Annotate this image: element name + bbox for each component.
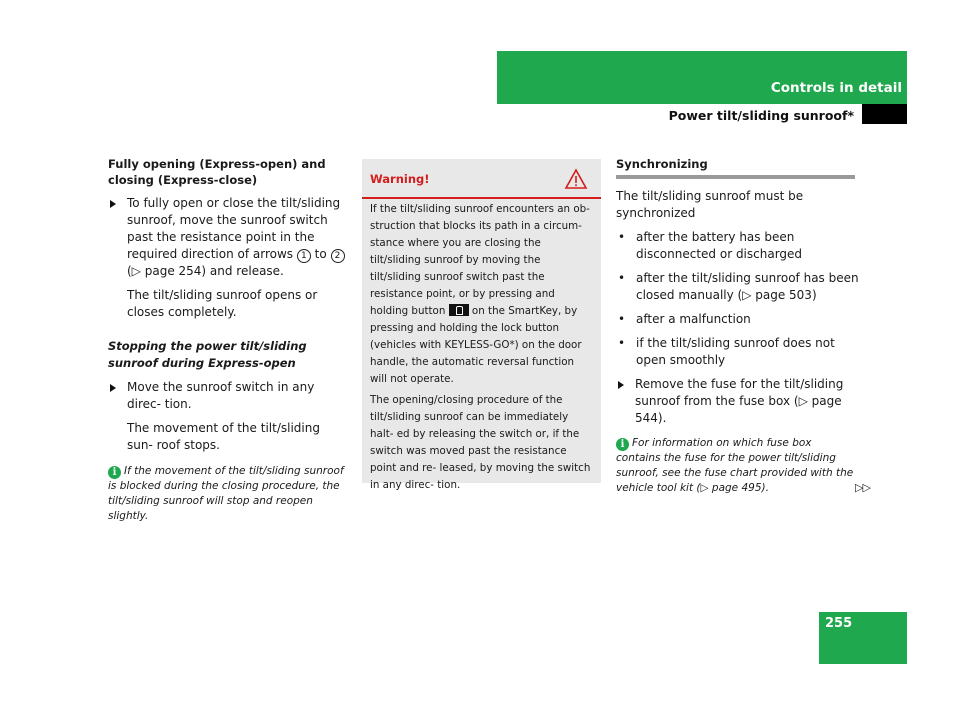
step-express-open	[108, 195, 348, 280]
step-page-ref: (▷ page 254) and release.	[127, 264, 284, 278]
info-icon: i	[616, 438, 629, 451]
subsection-title: Power tilt/sliding sunroof*	[668, 108, 854, 123]
lock-button-icon	[449, 304, 469, 316]
warning-text-cont: on the SmartKey, by pressing and holding the lock button (vehicles with KEYLESS-GO*) on the door handle, the automatic reversal function will not operate.	[370, 305, 582, 385]
warning-text: If the tilt/sliding sunroof encounters an ob- struction that blocks its path in a circum- stance where you are closing the tilt/sliding sunroof by moving the tilt/sliding sunroof switch past the resistance point, or by pressing and holding button	[370, 203, 590, 317]
section-title: Controls in detail	[770, 80, 902, 96]
heading-express-open: Fully opening (Express-open) and closing (Express-close)	[108, 157, 326, 187]
column-right	[616, 156, 861, 496]
column-left	[108, 156, 348, 524]
result-stopping: The movement of the tilt/sliding sun- roof stops.	[127, 421, 320, 452]
header-bar	[497, 51, 907, 104]
bullet-item: • after the battery has been disconnected or discharged	[616, 229, 861, 263]
info-note-text: If the movement of the tilt/sliding sunroof is blocked during the closing procedure, the tilt/sliding sunroof will stop and reopen slightly.	[108, 465, 344, 522]
heading-rule	[616, 175, 855, 179]
warning-box	[362, 159, 601, 491]
arrow-2-icon: 2	[331, 249, 345, 263]
bullet-item: • after a malfunction	[616, 311, 861, 328]
subsection-marker	[862, 104, 907, 124]
warning-para-1	[370, 201, 594, 388]
info-icon: i	[108, 466, 121, 479]
info-note-left	[108, 464, 348, 524]
heading-synchronizing: Synchronizing	[616, 157, 708, 171]
info-note-text: For information on which fuse box contains the fuse for the power tilt/sliding sunroof, see the fuse chart provided with the vehicle tool kit (▷ page 495).	[616, 437, 854, 494]
warning-body	[370, 201, 594, 494]
warning-label: Warning!	[370, 172, 430, 186]
bullet-item: • if the tilt/sliding sunroof does not open smoothly	[616, 335, 861, 369]
sync-intro: The tilt/sliding sunroof must be synchronized	[616, 189, 804, 220]
arrow-1-icon: 1	[297, 249, 311, 263]
heading-stopping: Stopping the power tilt/sliding sunroof during Express-open	[108, 339, 307, 370]
step-text: To fully open or close the tilt/sliding sunroof, move the sunroof switch past the resistance point in the required direction of arrows	[127, 196, 341, 261]
step-remove-fuse: Remove the fuse for the tilt/sliding sunroof from the fuse box (▷ page 544).	[616, 376, 861, 427]
step-text-to: to	[310, 247, 331, 261]
continue-arrows-icon: ▷▷	[855, 481, 870, 494]
page-number: 255	[825, 616, 853, 631]
step-stopping: Move the sunroof switch in any direc- tion.	[108, 379, 348, 413]
warning-header	[362, 159, 601, 199]
warning-para-2: The opening/closing procedure of the tilt/sliding sunroof can be immediately halt- ed by releasing the switch or, if the switch was moved past the resistance point and re- leased, by moving the switch in any direc- tion.	[370, 394, 591, 491]
bullet-item: • after the tilt/sliding sunroof has been closed manually (▷ page 503)	[616, 270, 861, 304]
warning-triangle-icon	[564, 168, 588, 190]
result-express-open: The tilt/sliding sunroof opens or closes completely.	[127, 288, 318, 319]
info-note-right	[616, 436, 856, 496]
